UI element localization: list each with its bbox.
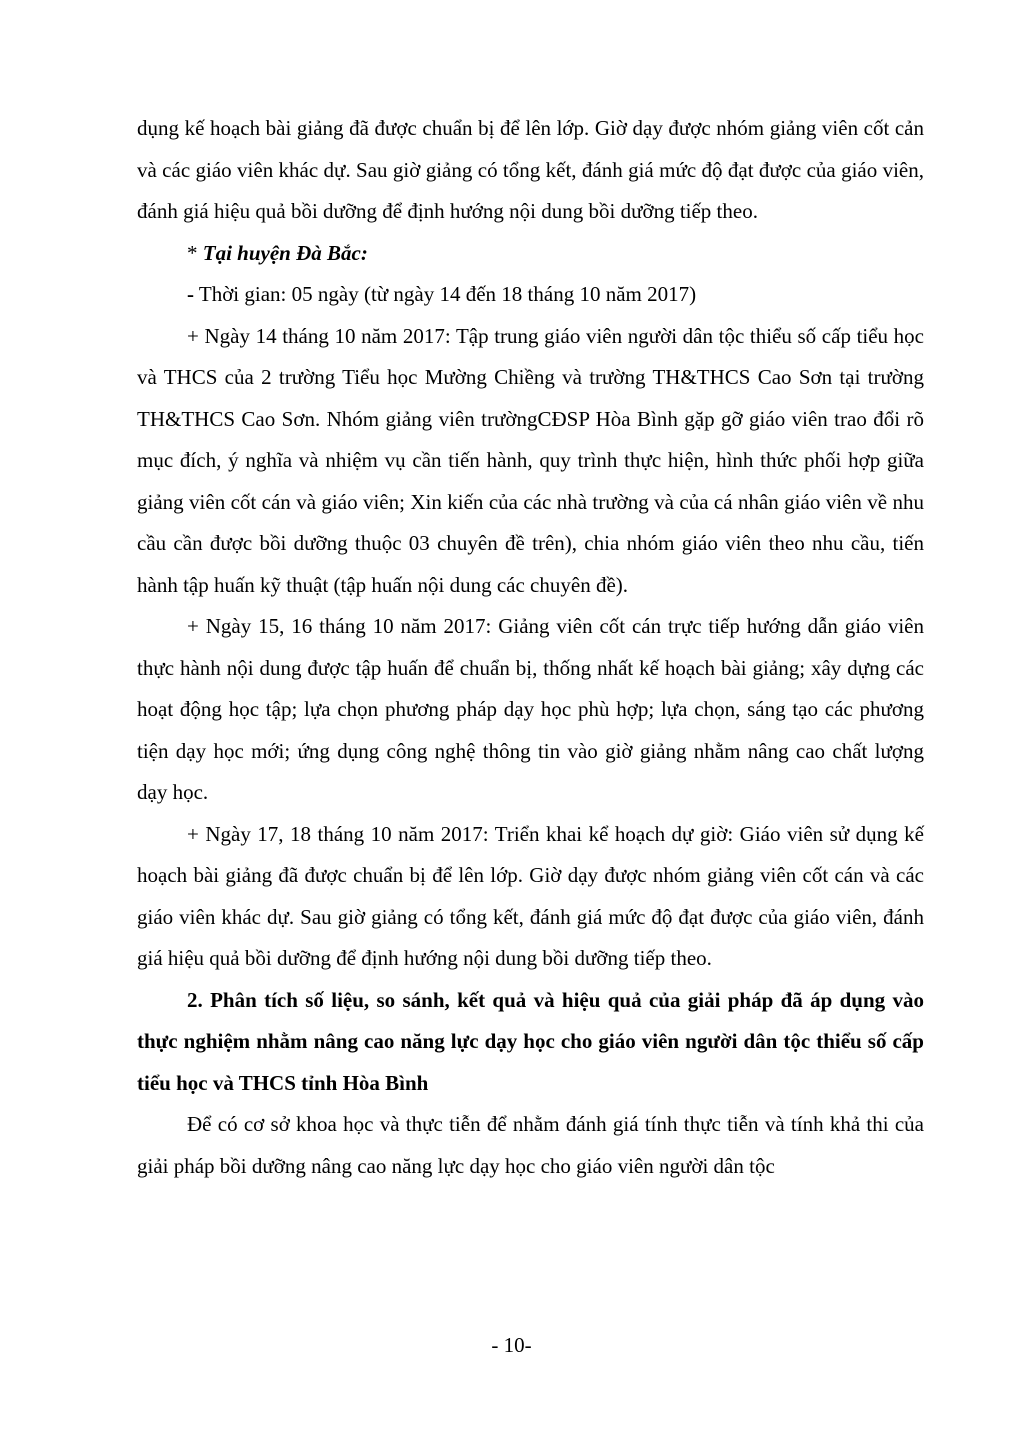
paragraph-day-17-18: + Ngày 17, 18 tháng 10 năm 2017: Triển khai kể hoạch dự giờ: Giáo viên sử dụng kế hoạch bài giảng đã được chuẩn bị để lên lớp. Giờ dạy được nhóm giảng viên cốt cán và các giáo viên khác dự. Sau giờ giảng có tổng kết, đánh giá mức độ đạt được của giáo viên, đánh giá hiệu quả bồi dưỡng để định hướng nội dung bồi dưỡng tiếp theo. bbox=[137, 821, 924, 970]
section-heading: 2. Phân tích số liệu, so sánh, kết quả và hiệu quả của giải pháp đã áp dụng vào thực nghiệm nhằm nâng cao năng lực dạy học cho giáo viên người dân tộc thiểu số cấp tiểu học và THCS tỉnh Hòa Bình bbox=[137, 987, 924, 1095]
paragraph-continuation: dụng kế hoạch bài giảng đã được chuẩn bị để lên lớp. Giờ dạy được nhóm giảng viên cốt cản và các giáo viên khác dự. Sau giờ giảng có tổng kết, đánh giá mức độ đạt được của giáo viên, đánh giá hiệu quả bồi dưỡng để định hướng nội dung bồi dưỡng tiếp theo. bbox=[137, 116, 924, 223]
paragraph-day-14: + Ngày 14 tháng 10 năm 2017: Tập trung giáo viên người dân tộc thiểu số cấp tiểu học và THCS của 2 trường Tiểu học Mường Chiềng và trường TH&THCS Cao Sơn tại trường TH&THCS Cao Sơn. Nhóm giảng viên trườngCĐSP Hòa Bình gặp gỡ giáo viên trao đổi rõ mục đích, ý nghĩa và nhiệm vụ cần tiến hành, quy trình thực hiện, hình thức phối hợp giữa giảng viên cốt cán và giáo viên; Xin kiến của các nhà trường và của cá nhân giáo viên về nhu cầu cần được bồi dưỡng thuộc 03 chuyên đề trên), chia nhóm giáo viên theo nhu cầu, tiến hành tập huấn kỹ thuật (tập huấn nội dung các chuyên đề). bbox=[137, 323, 924, 597]
duration-dash: - bbox=[187, 282, 194, 306]
paragraph-day-15-16: + Ngày 15, 16 tháng 10 năm 2017: Giảng viên cốt cán trực tiếp hướng dẫn giáo viên thực hành nội dung được tập huấn để chuẩn bị, thống nhất kế hoạch bài giảng; xây dựng các hoạt động học tập; lựa chọn phương pháp dạy học phù hợp; lựa chọn, sáng tạo các phương tiện dạy học mới; ứng dụng công nghệ thông tin vào giờ giảng nhằm nâng cao chất lượng dạy học. bbox=[137, 614, 924, 804]
duration-line bbox=[137, 274, 924, 316]
subheading-da-bac bbox=[137, 233, 924, 275]
paragraph-analysis-intro: Để có cơ sở khoa học và thực tiễn để nhằm đánh giá tính thực tiễn và tính khả thi của giải pháp bồi dưỡng nâng cao năng lực dạy học cho giáo viên người dân tộc bbox=[137, 1112, 924, 1178]
duration-text: Thời gian: 05 ngày (từ ngày 14 đến 18 tháng 10 năm 2017) bbox=[194, 282, 697, 306]
document-body bbox=[137, 108, 924, 1187]
subheading-prefix: * bbox=[187, 240, 203, 265]
subheading-title: Tại huyện Đà Bắc: bbox=[202, 240, 368, 265]
page-number: - 10- bbox=[491, 1333, 532, 1357]
